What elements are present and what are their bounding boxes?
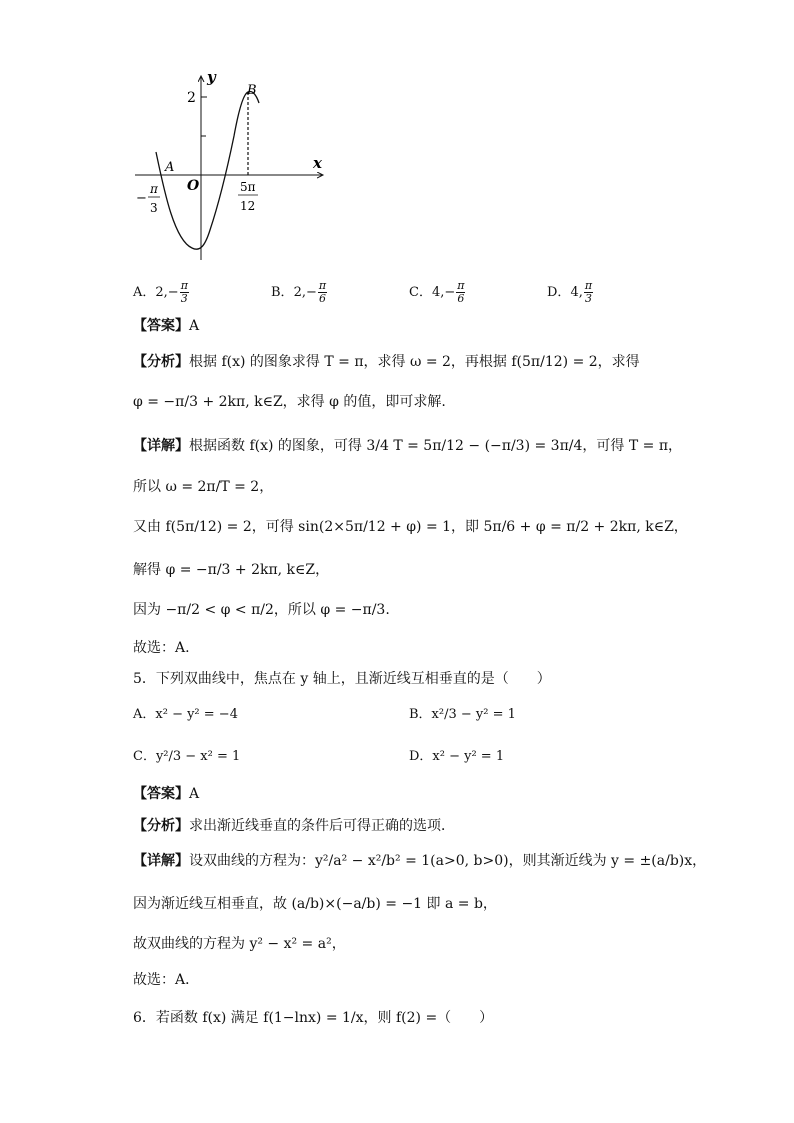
q4-option-a: A．2,− $\frac{\pi}{3}$ (133, 279, 188, 305)
left-tick-num: π (150, 182, 158, 196)
q5-option-a: A．x² − y² = −4 (133, 707, 238, 722)
x-axis-label: x (313, 154, 322, 172)
answer-tag: 【答案】 (133, 318, 189, 334)
q4-choose: 故选：A. (133, 640, 190, 656)
q5-option-b: B．x²/3 − y² = 1 (409, 707, 516, 722)
q5-option-c: C．y²/3 − x² = 1 (133, 749, 241, 764)
q6-stem: 6．若函数 f(x) 满足 f(1−lnx) = 1/x，则 f(2) =（ ） (133, 1010, 494, 1026)
q5-detail-line-2: 因为渐近线互相垂直，故 (a/b)×(−a/b) = −1 即 a = b， (133, 896, 497, 912)
q5-detail-line-1: 【详解】设双曲线的方程为：y²/a² − x²/b² = 1(a>0, b>0)，则其渐近线为 y = ±(a/b)x， (133, 853, 707, 869)
detail-tag: 【详解】 (133, 438, 189, 454)
right-tick-den: 12 (240, 199, 256, 213)
point-a-label: A (165, 160, 175, 175)
q5-stem: 5．下列双曲线中，焦点在 y 轴上，且渐近线互相垂直的是（ ） (133, 671, 551, 687)
q4-answer: 【答案】A (133, 318, 200, 334)
q4-option-d: D．4, $\frac{\pi}{3}$ (547, 279, 593, 305)
analysis-tag: 【分析】 (133, 354, 189, 370)
y-tick-label-2: 2 (187, 90, 196, 106)
q5-option-d: D．x² − y² = 1 (409, 749, 505, 764)
left-tick-den: 3 (150, 201, 158, 215)
right-tick-num: 5π (240, 180, 256, 194)
q5-analysis: 【分析】求出渐近线垂直的条件后可得正确的选项． (133, 818, 455, 834)
left-tick-sign: − (136, 191, 147, 206)
q4-detail-line-2: 所以 ω = 2π/T = 2， (133, 479, 274, 495)
q4-analysis-line-2: φ = −π/3 + 2kπ, k∈Z，求得 φ 的值，即可求解. (133, 394, 446, 410)
q4-detail-line-4: 解得 φ = −π/3 + 2kπ, k∈Z， (133, 562, 330, 578)
q5-detail-line-3: 故双曲线的方程为 y² − x² = a²， (133, 936, 346, 952)
sine-graph-figure (130, 70, 330, 260)
q4-option-b: B．2,− $\frac{\pi}{6}$ (271, 279, 327, 305)
q4-detail-line-5: 因为 −π/2 < φ < π/2，所以 φ = −π/3. (133, 602, 390, 618)
q5-choose: 故选：A． (133, 972, 200, 988)
analysis-tag: 【分析】 (133, 818, 189, 834)
q5-answer: 【答案】A (133, 786, 200, 802)
answer-tag: 【答案】 (133, 786, 189, 802)
y-axis-label: y (207, 70, 216, 86)
point-b-label: B (247, 83, 257, 98)
q4-option-c: C．4,− $\frac{\pi}{6}$ (409, 279, 465, 305)
q4-detail-line-3: 又由 f(5π/12) = 2，可得 sin(2×5π/12 + φ) = 1，即 5π/6 + φ = π/2 + 2kπ, k∈Z， (133, 519, 688, 535)
origin-label: O (187, 178, 200, 194)
detail-tag: 【详解】 (133, 853, 189, 869)
q4-analysis-line-1: 【分析】根据 f(x) 的图象求得 T = π，求得 ω = 2，再根据 f(5π/12) = 2，求得 (133, 354, 640, 370)
q4-detail-line-1: 【详解】根据函数 f(x) 的图象，可得 3/4 T = 5π/12 − (−π/3) = 3π/4，可得 T = π， (133, 438, 683, 454)
